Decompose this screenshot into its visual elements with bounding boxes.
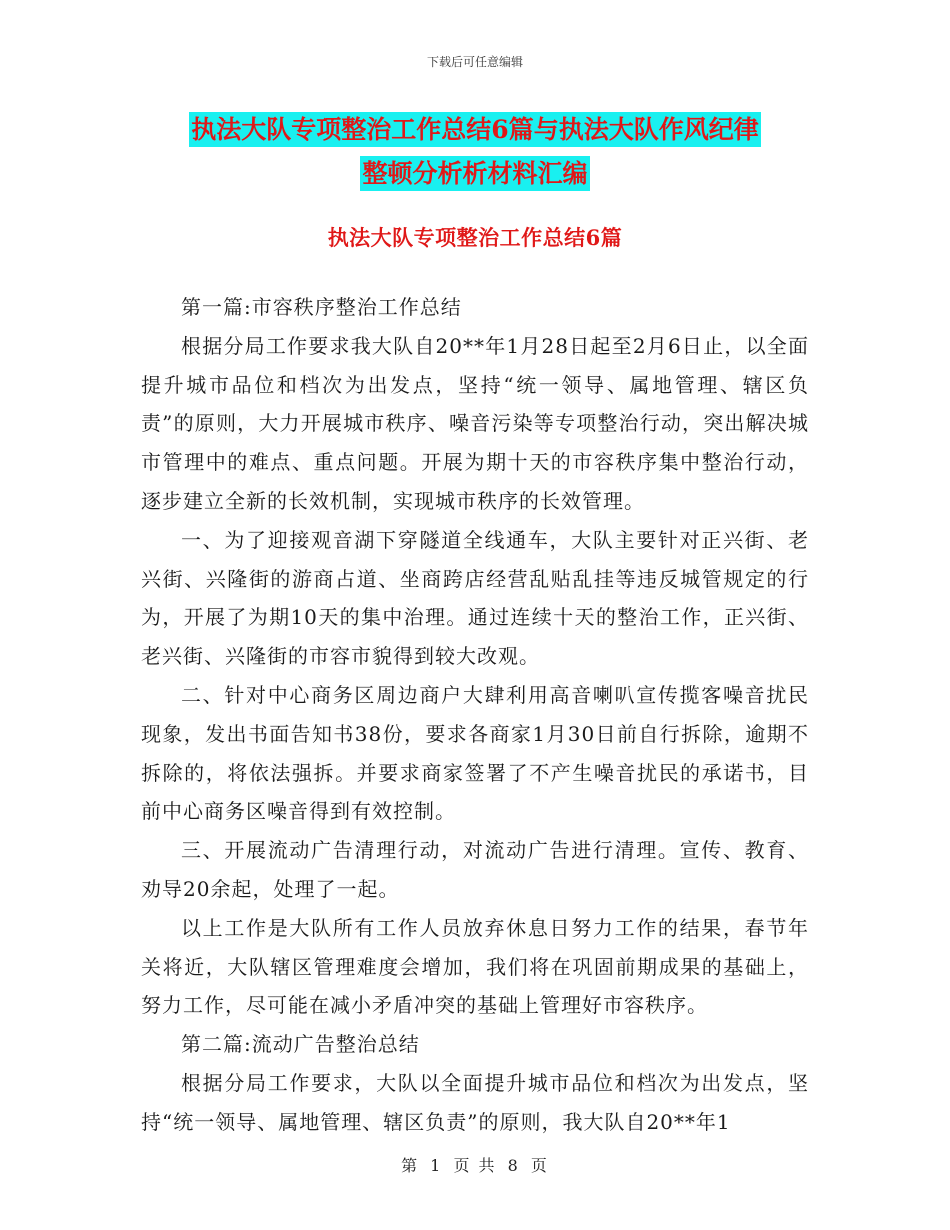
section-title: 执法大队专项整治工作总结6篇 [327,225,623,250]
paragraph: 三、开展流动广告清理行动，对流动广告进行清理。宣传、教育、劝导20余起，处理了一起。 [141,838,809,901]
footer-prefix: 第 [401,1156,420,1175]
footer-mid: 页 共 [453,1156,497,1175]
paragraph: 根据分局工作要求我大队自20**年1月28日起至2月6日止，以全面提升城市品位和档次为出发点，坚持“统一领导、属地管理、辖区负责”的原则，大力开展城市秩序、噪音污染等专项整治行动，突出解决城市管理中的难点、重点问题。开展为期十天的市容秩序集中整治行动，逐步建立全新的长效机制，实现城市秩序的长效管理。 [141,333,809,513]
paragraph: 二、针对中心商务区周边商户大肆利用高音喇叭宣传揽客噪音扰民现象，发出书面告知书38份，要求各商家1月30日前自行拆除，逾期不拆除的，将依法强拆。并要求商家签署了不产生噪音扰民的承诺书，目前中心商务区噪音得到有效控制。 [141,682,809,824]
footer-total-pages: 8 [507,1156,520,1175]
footer-current-page: 1 [430,1156,443,1175]
paragraph: 以上工作是大队所有工作人员放弃休息日努力工作的结果，春节年关将近，大队辖区管理难度会增加，我们将在巩固前期成果的基础上，努力工作，尽可能在减小矛盾冲突的基础上管理好市容秩序。 [141,915,809,1018]
main-title-line-1-text: 执法大队专项整治工作总结6篇与执法大队作风纪律 [189,112,760,147]
subheading-part-1: 第一篇:市容秩序整治工作总结 [181,295,462,319]
header-note: 下载后可任意编辑 [426,55,523,69]
main-title-line-1 [150,106,800,153]
paragraph: 根据分局工作要求，大队以全面提升城市品位和档次为出发点，坚持“统一领导、属地管理、辖区负责”的原则，我大队自20**年1 [141,1070,809,1134]
page-footer [0,1153,950,1176]
subheading-part-2: 第二篇:流动广告整治总结 [181,1032,420,1057]
body-text [141,288,809,1142]
main-title-line-2-text: 整顿分析析材料汇编 [360,156,589,191]
footer-suffix: 页 [530,1156,549,1175]
paragraph: 一、为了迎接观音湖下穿隧道全线通车，大队主要针对正兴街、老兴街、兴隆街的游商占道、坐商跨店经营乱贴乱挂等违反城管规定的行为，开展了为期10天的集中治理。通过连续十天的整治工作，正兴街、老兴街、兴隆街的市容市貌得到较大改观。 [141,527,809,669]
main-title-line-2 [150,150,800,197]
